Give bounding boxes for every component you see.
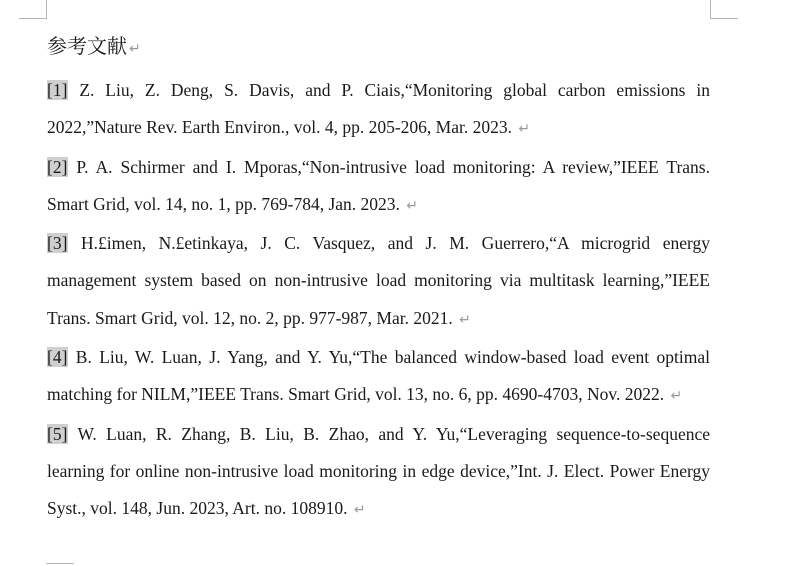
reference-text: Z. Liu, Z. Deng, S. Davis, and P. Ciais,“Monitoring global carbon emissions in 2022,”Nature Rev. Earth Environ., vol. 4, pp. 205-206, Mar. 2023. [47,80,710,138]
paragraph-mark-icon: ↵ [406,197,419,214]
reference-number: [5] [47,423,68,444]
reference-list [47,72,710,530]
paragraph-mark-icon: ↵ [353,502,366,519]
reference-text: B. Liu, W. Luan, J. Yang, and Y. Yu,“The balanced window-based load event optimal matching for NILM,”IEEE Trans. Smart Grid, vol. 13, no. 6, pp. 4690-4703, Nov. 2022. [47,347,710,405]
reference-item-4[interactable] [47,339,710,416]
reference-number: [4] [47,347,68,368]
reference-text: W. Luan, R. Zhang, B. Liu, B. Zhao, and Y. Yu,“Leveraging sequence-to-sequence learning for online non-intrusive load monitoring in edge device,”Int. J. Elect. Power Energy Syst., vol. 148, Jun. 2023, Art. no. 108910. [47,423,710,519]
reference-text: P. A. Schirmer and I. Mporas,“Non-intrusive load monitoring: A review,”IEEE Trans. Smart Grid, vol. 14, no. 1, pp. 769-784, Jan. 2023. [47,156,710,214]
references-heading [47,32,141,60]
reference-item-3[interactable] [47,225,710,339]
paragraph-mark-icon: ↵ [518,121,531,138]
paragraph-mark-icon: ↵ [459,311,471,328]
page-corner-top-left [19,0,47,19]
reference-number: [1] [47,80,68,100]
paragraph-mark-icon: ↵ [129,41,141,57]
reference-text: H.£imen, N.£etinkaya, J. C. Vasquez, and J. M. Guerrero,“A microgrid energy management system based on non-intrusive load monitoring via multitask learning,”IEEE Trans. Smart Grid, vol. 12, no. 2, pp. 977-987, Mar. 2021. [47,233,711,328]
reference-item-1[interactable] [47,72,710,149]
paragraph-mark-icon: ↵ [670,388,683,405]
reference-item-5[interactable] [47,416,710,530]
references-heading-text: 参考文献 [47,34,127,58]
page-corner-top-right [710,0,738,19]
reference-item-2[interactable] [47,149,710,226]
reference-number: [2] [47,156,68,177]
reference-number: [3] [47,233,68,254]
